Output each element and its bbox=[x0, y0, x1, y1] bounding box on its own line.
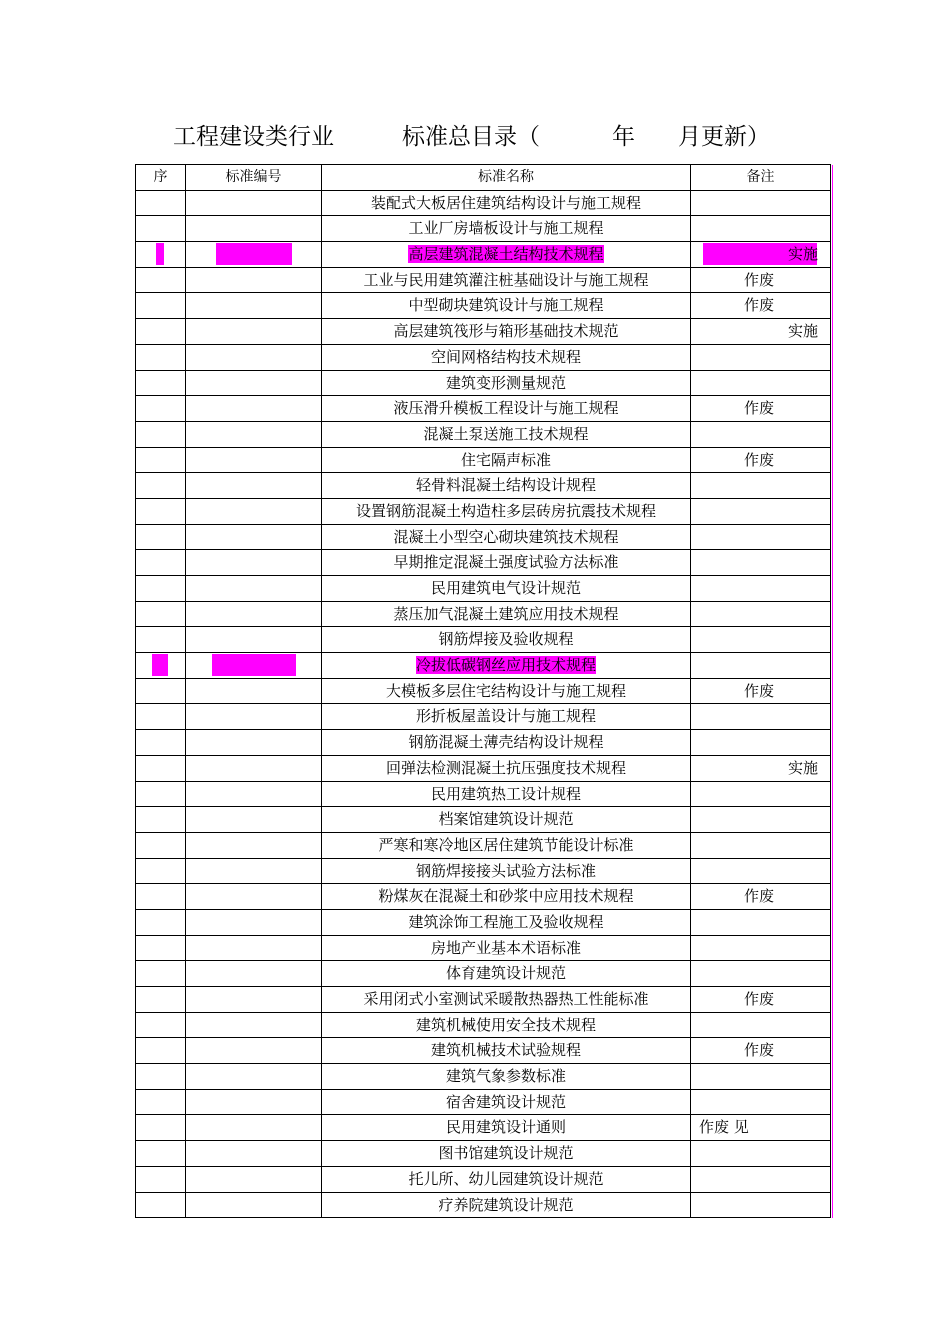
cell-note bbox=[691, 1141, 831, 1166]
table-row bbox=[136, 1090, 831, 1116]
cell-index bbox=[136, 987, 186, 1012]
cell-note bbox=[691, 499, 831, 524]
table-body bbox=[136, 191, 831, 1219]
cell-index bbox=[136, 704, 186, 729]
cell-standard-name bbox=[322, 756, 691, 781]
standard-name-text: 液压滑升模板工程设计与施工规程 bbox=[393, 399, 619, 418]
cell-standard-name bbox=[322, 961, 691, 986]
cell-index bbox=[136, 1115, 186, 1140]
standard-name-text: 混凝土小型空心砌块建筑技术规程 bbox=[393, 527, 619, 546]
highlight-mark bbox=[216, 243, 292, 265]
standard-name-text: 采用闭式小室测试采暖散热器热工性能标准 bbox=[363, 990, 649, 1008]
cell-standard-name bbox=[322, 371, 691, 396]
cell-note bbox=[691, 191, 831, 216]
cell-code bbox=[186, 1141, 322, 1166]
cell-note bbox=[691, 987, 831, 1012]
cell-standard-name bbox=[322, 1167, 691, 1192]
cell-index bbox=[136, 653, 186, 678]
cell-code bbox=[186, 576, 322, 601]
cell-standard-name bbox=[322, 1115, 691, 1140]
header-code: 标准编号 bbox=[186, 165, 322, 190]
cell-note bbox=[691, 602, 831, 627]
cell-note bbox=[691, 525, 831, 550]
standard-name-text: 民用建筑电气设计规范 bbox=[430, 579, 581, 597]
standard-name-text: 钢筋混凝土薄壳结构设计规程 bbox=[408, 733, 604, 752]
cell-standard-name bbox=[322, 987, 691, 1012]
cell-standard-name bbox=[322, 782, 691, 807]
table-row bbox=[136, 730, 831, 756]
table-row bbox=[136, 242, 831, 268]
standard-name-text: 建筑机械使用安全技术规程 bbox=[415, 1015, 596, 1034]
cell-note bbox=[691, 936, 831, 961]
cell-note bbox=[691, 473, 831, 498]
table-row bbox=[136, 859, 831, 885]
standard-name-text: 宿舍建筑设计规范 bbox=[445, 1092, 566, 1111]
cell-code bbox=[186, 371, 322, 396]
cell-note bbox=[691, 371, 831, 396]
table-row bbox=[136, 1064, 831, 1090]
cell-standard-name bbox=[322, 576, 691, 601]
standard-name-text: 早期推定混凝土强度试验方法标准 bbox=[393, 553, 619, 572]
highlight-mark bbox=[152, 654, 168, 676]
cell-note bbox=[691, 242, 831, 267]
cell-standard-name bbox=[322, 936, 691, 961]
cell-note bbox=[691, 396, 831, 421]
table-row bbox=[136, 910, 831, 936]
cell-note bbox=[691, 1090, 831, 1115]
cell-index bbox=[136, 319, 186, 344]
cell-note bbox=[691, 319, 831, 344]
note-text: 实施 bbox=[787, 758, 818, 777]
cell-note bbox=[691, 704, 831, 729]
header-index: 序 bbox=[136, 165, 186, 190]
standard-name-text: 中型砌块建筑设计与施工规程 bbox=[408, 296, 604, 315]
cell-standard-name bbox=[322, 396, 691, 421]
cell-standard-name bbox=[322, 525, 691, 550]
cell-note bbox=[691, 1115, 831, 1140]
cell-standard-name bbox=[322, 1141, 691, 1166]
cell-note bbox=[691, 576, 831, 601]
cell-index bbox=[136, 422, 186, 447]
cell-code bbox=[186, 1013, 322, 1038]
cell-note bbox=[691, 807, 831, 832]
cell-standard-name bbox=[322, 884, 691, 909]
table-row bbox=[136, 371, 831, 397]
cell-note bbox=[691, 833, 831, 858]
cell-code bbox=[186, 807, 322, 832]
cell-standard-name bbox=[322, 216, 691, 241]
cell-standard-name bbox=[322, 1090, 691, 1115]
cell-code bbox=[186, 216, 322, 241]
cell-code bbox=[186, 730, 322, 755]
standard-name-text: 冷拔低碳钢丝应用技术规程 bbox=[415, 656, 596, 675]
table-row bbox=[136, 807, 831, 833]
cell-index bbox=[136, 910, 186, 935]
table-row bbox=[136, 653, 831, 679]
table-row bbox=[136, 704, 831, 730]
cell-code bbox=[186, 448, 322, 473]
standard-name-text: 民用建筑设计通则 bbox=[445, 1118, 566, 1137]
cell-note bbox=[691, 859, 831, 884]
standard-name-text: 高层建筑混凝土结构技术规程 bbox=[408, 245, 604, 264]
cell-index bbox=[136, 191, 186, 216]
header-note: 备注 bbox=[691, 165, 831, 190]
cell-code bbox=[186, 550, 322, 575]
cell-standard-name bbox=[322, 448, 691, 473]
table-row bbox=[136, 550, 831, 576]
table-row bbox=[136, 473, 831, 499]
standard-name-text: 住宅隔声标准 bbox=[460, 450, 551, 469]
standard-name-text: 工业厂房墙板设计与施工规程 bbox=[408, 219, 604, 238]
note-text: 作废 bbox=[744, 399, 775, 418]
standard-name-text: 混凝土泵送施工技术规程 bbox=[423, 424, 589, 443]
cell-standard-name bbox=[322, 1193, 691, 1218]
cell-index bbox=[136, 756, 186, 781]
cell-index bbox=[136, 293, 186, 318]
cell-code bbox=[186, 859, 322, 884]
standard-name-text: 房地产业基本术语标准 bbox=[430, 938, 581, 957]
cell-index bbox=[136, 730, 186, 755]
table-row bbox=[136, 525, 831, 551]
standard-name-text: 钢筋焊接接头试验方法标准 bbox=[415, 861, 596, 880]
header-name: 标准名称 bbox=[322, 165, 691, 190]
cell-code bbox=[186, 679, 322, 704]
cell-code bbox=[186, 473, 322, 498]
cell-note bbox=[691, 1193, 831, 1218]
cell-index bbox=[136, 473, 186, 498]
standard-name-text: 轻骨料混凝土结构设计规程 bbox=[415, 476, 596, 495]
cell-code bbox=[186, 627, 322, 652]
cell-standard-name bbox=[322, 191, 691, 216]
cell-index bbox=[136, 242, 186, 267]
cell-code bbox=[186, 936, 322, 961]
table-header-row bbox=[136, 165, 831, 191]
cell-standard-name bbox=[322, 1064, 691, 1089]
cell-standard-name bbox=[322, 268, 691, 293]
cell-index bbox=[136, 345, 186, 370]
table-row bbox=[136, 602, 831, 628]
cell-index bbox=[136, 1141, 186, 1166]
note-text: 作废 bbox=[744, 450, 775, 469]
cell-standard-name bbox=[322, 550, 691, 575]
note-text: 作废 bbox=[744, 990, 775, 1008]
cell-code bbox=[186, 653, 322, 678]
cell-standard-name bbox=[322, 422, 691, 447]
table-row bbox=[136, 1115, 831, 1141]
cell-standard-name bbox=[322, 602, 691, 627]
cell-note bbox=[691, 730, 831, 755]
note-text: 作废 bbox=[744, 296, 775, 315]
table-row bbox=[136, 961, 831, 987]
standards-table bbox=[135, 164, 831, 1218]
table-row bbox=[136, 1013, 831, 1039]
cell-code bbox=[186, 499, 322, 524]
note-text: 实施 bbox=[787, 322, 818, 341]
cell-index bbox=[136, 1064, 186, 1089]
cell-note bbox=[691, 884, 831, 909]
standard-name-text: 回弹法检测混凝土抗压强度技术规程 bbox=[385, 758, 626, 777]
note-text: 作废 bbox=[744, 1041, 775, 1060]
cell-code bbox=[186, 704, 322, 729]
standard-name-text: 建筑变形测量规范 bbox=[445, 373, 566, 392]
cell-index bbox=[136, 1038, 186, 1063]
standard-name-text: 图书馆建筑设计规范 bbox=[438, 1144, 574, 1163]
title-part-1: 工程建设类行业 bbox=[173, 124, 334, 150]
table-row bbox=[136, 987, 831, 1013]
table-row bbox=[136, 833, 831, 859]
cell-note bbox=[691, 1167, 831, 1192]
cell-note bbox=[691, 345, 831, 370]
table-row bbox=[136, 576, 831, 602]
cell-standard-name bbox=[322, 859, 691, 884]
cell-index bbox=[136, 576, 186, 601]
note-text: 实施 bbox=[787, 245, 818, 264]
cell-standard-name bbox=[322, 627, 691, 652]
table-row bbox=[136, 756, 831, 782]
cell-note bbox=[691, 1013, 831, 1038]
table-row bbox=[136, 396, 831, 422]
cell-code bbox=[186, 1064, 322, 1089]
table-row bbox=[136, 422, 831, 448]
cell-code bbox=[186, 1115, 322, 1140]
cell-code bbox=[186, 1193, 322, 1218]
cell-code bbox=[186, 756, 322, 781]
standard-name-text: 疗养院建筑设计规范 bbox=[438, 1195, 574, 1214]
standard-name-text: 形折板屋盖设计与施工规程 bbox=[415, 707, 596, 726]
cell-index bbox=[136, 371, 186, 396]
standard-name-text: 空间网格结构技术规程 bbox=[430, 347, 581, 366]
cell-index bbox=[136, 782, 186, 807]
cell-standard-name bbox=[322, 679, 691, 704]
cell-note bbox=[691, 293, 831, 318]
cell-code bbox=[186, 961, 322, 986]
cell-index bbox=[136, 525, 186, 550]
title-part-4: 月更新） bbox=[678, 124, 770, 150]
cell-standard-name bbox=[322, 807, 691, 832]
cell-index bbox=[136, 1193, 186, 1218]
table-row bbox=[136, 216, 831, 242]
cell-standard-name bbox=[322, 293, 691, 318]
cell-code bbox=[186, 191, 322, 216]
table-row bbox=[136, 627, 831, 653]
note-text: 作废 bbox=[744, 681, 775, 700]
standard-name-text: 设置钢筋混凝土构造柱多层砖房抗震技术规程 bbox=[355, 501, 656, 520]
cell-index bbox=[136, 679, 186, 704]
cell-index bbox=[136, 1167, 186, 1192]
cell-note bbox=[691, 756, 831, 781]
table-row bbox=[136, 1167, 831, 1193]
standard-name-text: 建筑气象参数标准 bbox=[445, 1067, 566, 1086]
table-row bbox=[136, 1141, 831, 1167]
cell-note bbox=[691, 627, 831, 652]
cell-note bbox=[691, 550, 831, 575]
cell-code bbox=[186, 242, 322, 267]
cell-index bbox=[136, 627, 186, 652]
standard-name-text: 装配式大板居住建筑结构设计与施工规程 bbox=[370, 193, 641, 212]
cell-standard-name bbox=[322, 653, 691, 678]
cell-code bbox=[186, 782, 322, 807]
table-row bbox=[136, 679, 831, 705]
cell-note bbox=[691, 268, 831, 293]
cell-code bbox=[186, 987, 322, 1012]
cell-code bbox=[186, 910, 322, 935]
cell-index bbox=[136, 499, 186, 524]
cell-index bbox=[136, 884, 186, 909]
cell-code bbox=[186, 884, 322, 909]
standard-name-text: 托儿所、幼儿园建筑设计规范 bbox=[408, 1169, 604, 1188]
cell-code bbox=[186, 602, 322, 627]
cell-index bbox=[136, 448, 186, 473]
page-title bbox=[0, 118, 950, 150]
standard-name-text: 建筑机械技术试验规程 bbox=[430, 1041, 581, 1060]
cell-code bbox=[186, 1038, 322, 1063]
cell-standard-name bbox=[322, 319, 691, 344]
cell-code bbox=[186, 833, 322, 858]
cell-index bbox=[136, 268, 186, 293]
standard-name-text: 大模板多层住宅结构设计与施工规程 bbox=[385, 681, 626, 700]
standard-name-text: 蒸压加气混凝土建筑应用技术规程 bbox=[393, 604, 619, 623]
cell-standard-name bbox=[322, 730, 691, 755]
table-row bbox=[136, 268, 831, 294]
cell-standard-name bbox=[322, 242, 691, 267]
cell-code bbox=[186, 1167, 322, 1192]
cell-note bbox=[691, 679, 831, 704]
cell-note bbox=[691, 448, 831, 473]
cell-code bbox=[186, 345, 322, 370]
table-row bbox=[136, 191, 831, 217]
note-text: 作废 见 bbox=[699, 1118, 749, 1137]
cell-code bbox=[186, 396, 322, 421]
cell-index bbox=[136, 859, 186, 884]
cell-note bbox=[691, 422, 831, 447]
cell-standard-name bbox=[322, 833, 691, 858]
cell-note bbox=[691, 961, 831, 986]
table-row bbox=[136, 884, 831, 910]
cell-index bbox=[136, 807, 186, 832]
cell-standard-name bbox=[322, 345, 691, 370]
standard-name-text: 工业与民用建筑灌注桩基础设计与施工规程 bbox=[363, 270, 649, 289]
cell-index bbox=[136, 1013, 186, 1038]
standard-name-text: 民用建筑热工设计规程 bbox=[430, 784, 581, 803]
note-text: 作废 bbox=[744, 887, 775, 906]
standard-name-text: 档案馆建筑设计规范 bbox=[438, 810, 574, 829]
cell-standard-name bbox=[322, 1038, 691, 1063]
cell-index bbox=[136, 833, 186, 858]
standard-name-text: 严寒和寒冷地区居住建筑节能设计标准 bbox=[378, 835, 634, 854]
cell-note bbox=[691, 782, 831, 807]
cell-index bbox=[136, 396, 186, 421]
table-row bbox=[136, 1038, 831, 1064]
cell-code bbox=[186, 1090, 322, 1115]
cell-standard-name bbox=[322, 704, 691, 729]
highlight-mark bbox=[156, 243, 164, 265]
cell-index bbox=[136, 961, 186, 986]
cell-code bbox=[186, 319, 322, 344]
title-part-2: 标准总目录（ bbox=[402, 124, 540, 150]
cell-code bbox=[186, 525, 322, 550]
cell-note bbox=[691, 216, 831, 241]
cell-code bbox=[186, 422, 322, 447]
cell-code bbox=[186, 293, 322, 318]
cell-index bbox=[136, 936, 186, 961]
table-row bbox=[136, 293, 831, 319]
table-row bbox=[136, 1193, 831, 1219]
standard-name-text: 体育建筑设计规范 bbox=[445, 964, 566, 983]
cell-note bbox=[691, 653, 831, 678]
standard-name-text: 粉煤灰在混凝土和砂浆中应用技术规程 bbox=[378, 887, 634, 906]
table-row bbox=[136, 936, 831, 962]
highlight-mark bbox=[212, 654, 296, 676]
cell-index bbox=[136, 550, 186, 575]
cell-note bbox=[691, 1064, 831, 1089]
table-row bbox=[136, 782, 831, 808]
standard-name-text: 建筑涂饰工程施工及验收规程 bbox=[408, 912, 604, 931]
table-row bbox=[136, 448, 831, 474]
cell-note bbox=[691, 1038, 831, 1063]
cell-standard-name bbox=[322, 1013, 691, 1038]
cell-standard-name bbox=[322, 910, 691, 935]
table-row bbox=[136, 319, 831, 345]
cell-standard-name bbox=[322, 473, 691, 498]
standard-name-text: 高层建筑筏形与箱形基础技术规范 bbox=[393, 322, 619, 341]
table-row bbox=[136, 499, 831, 525]
cell-code bbox=[186, 268, 322, 293]
cell-index bbox=[136, 1090, 186, 1115]
title-part-3: 年 bbox=[612, 124, 635, 150]
cell-index bbox=[136, 602, 186, 627]
cell-standard-name bbox=[322, 499, 691, 524]
note-text: 作废 bbox=[744, 270, 775, 289]
cell-index bbox=[136, 216, 186, 241]
standard-name-text: 钢筋焊接及验收规程 bbox=[438, 630, 574, 649]
cell-note bbox=[691, 910, 831, 935]
table-row bbox=[136, 345, 831, 371]
